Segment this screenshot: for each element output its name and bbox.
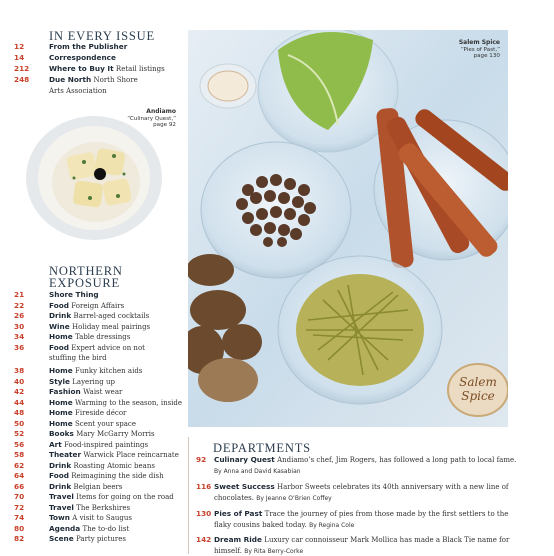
entry-description: Andiamo’s chef, Jim Rogers, has followed a long path to local fame. bbox=[277, 456, 517, 464]
page-number: 52 bbox=[14, 429, 25, 438]
entry-description: Barrel-aged cocktails bbox=[73, 312, 150, 320]
entry-title: Sweet Success bbox=[214, 482, 275, 491]
salem-spice-caption bbox=[440, 40, 500, 60]
toc-entry[interactable] bbox=[14, 290, 186, 301]
page-number: 12 bbox=[14, 42, 25, 51]
entry-description: Waist wear bbox=[83, 388, 123, 396]
toc-entry[interactable] bbox=[14, 513, 186, 524]
toc-entry[interactable] bbox=[14, 75, 154, 96]
entry-description: Expert advice on not stuffing the bird bbox=[49, 343, 145, 362]
entry-description: Food-inspired paintings bbox=[64, 440, 149, 449]
page-number: 130 bbox=[196, 509, 212, 518]
department-entry[interactable] bbox=[196, 482, 526, 503]
page-number: 58 bbox=[14, 450, 25, 459]
spices-photo bbox=[188, 30, 508, 427]
toc-entry[interactable] bbox=[14, 398, 186, 409]
column-divider bbox=[188, 437, 189, 554]
entry-title: Theater bbox=[49, 450, 82, 459]
entry-title: Home bbox=[49, 366, 73, 375]
toc-entry[interactable] bbox=[14, 301, 186, 312]
caption-subtitle: “Pies of Past,” bbox=[460, 46, 500, 53]
ravioli-plate-image bbox=[24, 112, 164, 242]
entry-title: Style bbox=[49, 376, 70, 386]
entry-description: Roasting Atomic beans bbox=[73, 461, 155, 470]
page-number: 142 bbox=[196, 535, 212, 544]
toc-entry[interactable] bbox=[14, 471, 186, 482]
page-number: 248 bbox=[14, 75, 30, 84]
entry-description: Retail listings bbox=[115, 65, 165, 73]
page-number: 62 bbox=[14, 460, 25, 470]
entry-title: Drink bbox=[49, 311, 72, 320]
toc-entry[interactable] bbox=[14, 332, 186, 343]
toc-entry[interactable] bbox=[14, 492, 186, 503]
northern-exposure-heading: NORTHERN EXPOSURE bbox=[49, 264, 123, 290]
entry-description: A visit to Saugus bbox=[72, 514, 132, 522]
entry-description: Scent your space bbox=[75, 419, 136, 428]
entry-title: Home bbox=[49, 418, 73, 428]
page-number: 44 bbox=[14, 397, 25, 407]
entry-title: Travel bbox=[49, 492, 74, 501]
in-every-issue-heading: IN EVERY ISSUE bbox=[49, 29, 155, 43]
entry-description: North Shore Arts Association bbox=[49, 76, 138, 95]
toc-entry[interactable] bbox=[14, 366, 186, 377]
toc-entry[interactable] bbox=[14, 343, 164, 364]
entry-description: Fireside décor bbox=[75, 409, 127, 417]
toc-entry[interactable] bbox=[14, 482, 186, 493]
entry-byline: By Jeanne O’Brien Coffey bbox=[256, 494, 332, 502]
page-number: 40 bbox=[14, 376, 25, 386]
entry-description: Mary McGarry Morris bbox=[76, 430, 155, 438]
entry-title: Due North bbox=[49, 75, 92, 84]
toc-entry[interactable] bbox=[14, 408, 186, 419]
page-number: 42 bbox=[14, 387, 25, 396]
page-number: 66 bbox=[14, 481, 25, 491]
entry-title: Scene bbox=[49, 534, 74, 543]
department-entry[interactable] bbox=[196, 535, 526, 556]
page-number: 14 bbox=[14, 53, 25, 62]
toc-entry[interactable] bbox=[14, 534, 186, 545]
spices-illustration bbox=[188, 30, 508, 427]
entry-description: Belgian beers bbox=[73, 482, 123, 491]
entry-description: Items for going on the road bbox=[76, 493, 174, 501]
page-number: 34 bbox=[14, 332, 25, 341]
toc-entry[interactable] bbox=[14, 42, 186, 53]
toc-entry[interactable] bbox=[14, 387, 186, 398]
entry-byline: By Regina Cole bbox=[309, 521, 355, 529]
page-number: 22 bbox=[14, 300, 25, 310]
page-number: 82 bbox=[14, 534, 25, 543]
caption-page: page 130 bbox=[473, 53, 500, 60]
toc-entry[interactable] bbox=[14, 311, 186, 322]
page-number: 21 bbox=[14, 290, 25, 299]
toc-entry[interactable] bbox=[14, 450, 186, 461]
toc-entry[interactable] bbox=[14, 461, 186, 472]
page-number: 50 bbox=[14, 418, 25, 428]
toc-entry[interactable] bbox=[14, 440, 186, 451]
salem-spice-label: Salem bbox=[459, 375, 497, 389]
svg-text:Spice: Spice bbox=[461, 389, 495, 403]
entry-title: Home bbox=[49, 332, 73, 341]
entry-title: Drink bbox=[49, 460, 72, 470]
entry-title: Wine bbox=[49, 321, 70, 331]
toc-entry[interactable] bbox=[14, 322, 186, 333]
entry-title: Agenda bbox=[49, 523, 81, 533]
entry-description: Harbor Sweets celebrates its 40th anniversary with a new line of chocolates. bbox=[214, 483, 509, 502]
entry-description: The to-do list bbox=[82, 524, 130, 533]
toc-entry[interactable] bbox=[14, 503, 186, 514]
page-number: 92 bbox=[196, 455, 207, 464]
toc-entry[interactable] bbox=[14, 64, 186, 75]
entry-title: Food bbox=[49, 471, 69, 480]
toc-entry[interactable] bbox=[14, 419, 186, 430]
department-entry[interactable] bbox=[196, 455, 526, 476]
department-entry[interactable] bbox=[196, 509, 526, 530]
entry-title: Home bbox=[49, 397, 73, 407]
entry-description: Trace the journey of pies from those made by the first settlers to the flaky cousins baked today. bbox=[214, 510, 509, 529]
page-number: 116 bbox=[196, 482, 212, 491]
entry-title: Culinary Quest bbox=[214, 455, 275, 464]
caption-page: page 92 bbox=[153, 122, 176, 129]
toc-entry[interactable] bbox=[14, 377, 186, 388]
entry-title: Pies of Past bbox=[214, 509, 263, 518]
entry-byline: By Rita Berry-Corke bbox=[244, 547, 304, 555]
toc-entry[interactable] bbox=[14, 53, 186, 64]
page-number: 26 bbox=[14, 311, 25, 320]
departments-heading: DEPARTMENTS bbox=[213, 441, 311, 455]
entry-description: Holiday meal pairings bbox=[72, 322, 151, 331]
entry-title: Home bbox=[49, 408, 73, 417]
page-number: 64 bbox=[14, 471, 25, 480]
entry-title: Art bbox=[49, 439, 62, 449]
page-number: 72 bbox=[14, 502, 25, 512]
entry-description: Foreign Affairs bbox=[71, 301, 125, 310]
caption-subtitle: “Culinary Quest,” bbox=[127, 115, 176, 122]
entry-description: Funky kitchen aids bbox=[75, 367, 143, 375]
entry-description: Luxury car connoisseur Mark Mollica has made a Black Tie name for himself. bbox=[214, 536, 510, 555]
entry-title: Food bbox=[49, 342, 69, 352]
page-top-strip bbox=[0, 0, 554, 6]
entry-byline: By Anna and David Kasabian bbox=[214, 467, 301, 475]
page-number: 80 bbox=[14, 523, 25, 533]
toc-entry[interactable] bbox=[14, 524, 186, 535]
entry-title: Fashion bbox=[49, 387, 81, 396]
caption-title: Salem Spice bbox=[458, 39, 500, 46]
page-number: 212 bbox=[14, 64, 30, 73]
toc-entry[interactable] bbox=[14, 429, 186, 440]
entry-description: Reimagining the side dish bbox=[71, 472, 164, 480]
page-number: 74 bbox=[14, 513, 25, 522]
entry-title: Books bbox=[49, 429, 74, 438]
page-number: 48 bbox=[14, 408, 25, 417]
entry-description: Layering up bbox=[72, 377, 115, 386]
entry-title: Where to Buy It bbox=[49, 64, 114, 73]
entry-title: Town bbox=[49, 513, 70, 522]
page-number: 36 bbox=[14, 342, 25, 352]
entry-title: Food bbox=[49, 300, 69, 310]
entry-description: Warwick Place reincarnate bbox=[83, 451, 179, 459]
entry-title: Travel bbox=[49, 502, 74, 512]
entry-title: From the Publisher bbox=[49, 42, 128, 51]
page-number: 30 bbox=[14, 321, 25, 331]
entry-description: Warming to the season, inside bbox=[75, 398, 183, 407]
entry-description: Table dressings bbox=[75, 333, 131, 341]
page-number: 38 bbox=[14, 366, 25, 375]
caption-title: Andiamo bbox=[146, 108, 176, 115]
entry-title: Shore Thing bbox=[49, 290, 99, 299]
page-number: 70 bbox=[14, 492, 25, 501]
entry-description: The Berkshires bbox=[76, 503, 131, 512]
entry-title: Drink bbox=[49, 481, 72, 491]
entry-title: Correspondence bbox=[49, 53, 116, 62]
entry-title: Dream Ride bbox=[214, 535, 262, 544]
page-number: 56 bbox=[14, 439, 25, 449]
entry-description: Party pictures bbox=[76, 535, 126, 543]
